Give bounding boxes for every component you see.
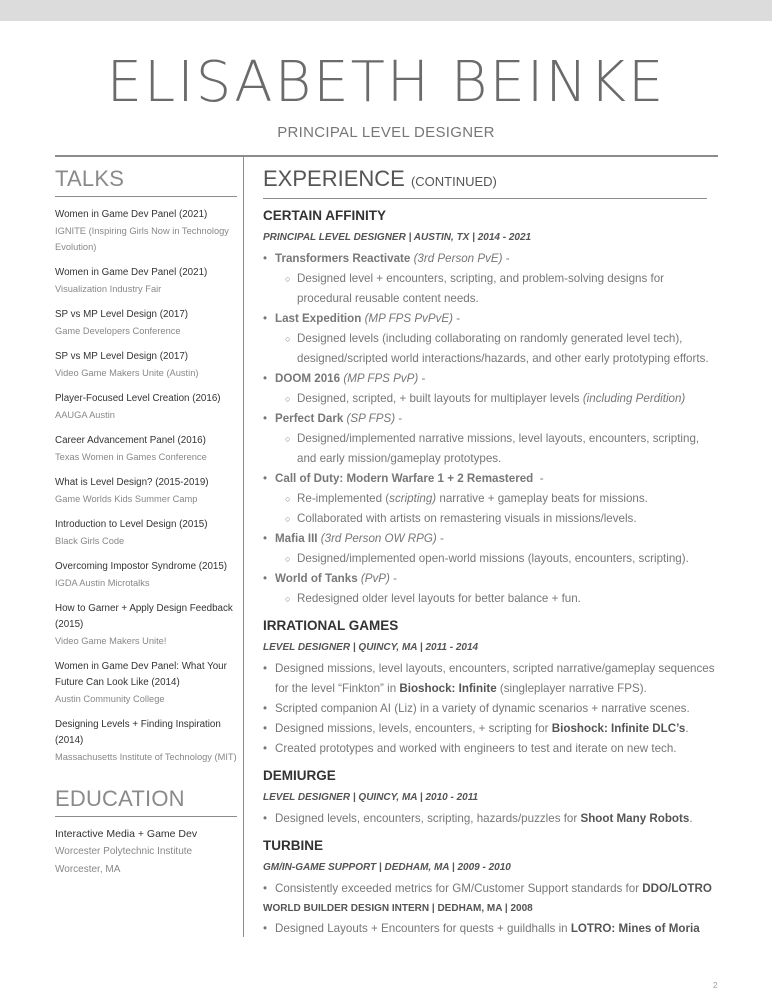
project-name: DOOM 2016 [275,372,341,385]
talk-title: Women in Game Dev Panel (2021) [55,209,208,220]
bullet-text: . [685,722,689,735]
company-demiurge: DEMIURGE [263,768,336,783]
talk-item [55,475,237,507]
talk-item [55,307,237,339]
header-divider [55,155,718,157]
talk-item [55,659,237,707]
bullet [263,879,718,899]
talk-title: Player-Focused Level Creation (2016) [55,393,221,404]
talk-title: Career Advancement Panel (2016) [55,435,206,446]
talk-item [55,717,237,765]
sub-bullet: ○ Redesigned older level layouts for better balance + fun. [263,589,718,609]
left-column [55,165,237,879]
sub-bullet: ○ Designed/implemented narrative missions, level layouts, encounters, scripting, and early mission/gameplay prototypes. [263,429,718,469]
talk-item [55,433,237,465]
talk-venue: Visualization Industry Fair [55,284,162,294]
resume-role: PRINCIPAL LEVEL DESIGNER [277,124,495,141]
project-bullet: • DOOM 2016 (MP FPS PvP) - [263,369,718,389]
talk-item [55,517,237,549]
sub-bullet-text: Designed, scripted, + built layouts for multiplayer levels [297,392,580,405]
project-type: (MP FPS PvP) [343,372,419,385]
resume-name: ELISABETH BEINKE [106,50,666,115]
column-divider [243,157,244,937]
talk-item [55,207,237,255]
talk-venue: Video Game Makers Unite! [55,636,167,646]
sub-bullet-text: narrative + gameplay beats for missions. [436,492,648,505]
bullet-text: Consistently exceeded metrics for GM/Customer Support standards for [275,882,643,895]
bullet-text: Designed Layouts + Encounters for quests + guildhalls in [275,922,571,935]
project-bullet: • Transformers Reactivate (3rd Person PvE) - [263,249,718,269]
project-bullet: • Perfect Dark (SP FPS) - [263,409,718,429]
position-line: GM/IN-GAME SUPPORT | DEDHAM, MA | 2009 - 2010 [263,862,511,873]
talk-item [55,559,237,591]
project-type: (3rd Person PvE) [413,252,503,265]
talk-venue: AAUGA Austin [55,410,115,420]
talk-title: Designing Levels + Finding Inspiration (2014) [55,719,221,746]
bullet-text: (singleplayer narrative FPS). [496,682,647,695]
sub-bullet-emphasis: scripting) [389,492,437,505]
position-line: PRINCIPAL LEVEL DESIGNER | AUSTIN, TX | 2014 - 2021 [263,232,532,243]
project-bullet: • Last Expedition (MP FPS PvPvE) - [263,309,718,329]
project-type: (MP FPS PvPvE) [364,312,454,325]
talk-title: SP vs MP Level Design (2017) [55,351,189,362]
project-name: Call of Duty: Modern Warfare 1 + 2 Remastered [275,472,534,485]
talk-title: Introduction to Level Design (2015) [55,519,208,530]
bullet: • Created prototypes and worked with engineers to test and iterate on new tech. [263,739,718,759]
bullet [263,919,718,939]
sub-bullet: ○ Designed levels (including collaborating on randomly generated level tech), designed/scripted world interactions/hazards, and other early prototyping efforts. [263,329,718,369]
sub-bullet-emphasis: (including Perdition) [582,392,686,405]
education-location: Worcester, MA [55,864,121,875]
talk-item [55,391,237,423]
sub-bullet: ○ Designed level + encounters, scripting, and problem-solving designs for procedural reusable content needs. [263,269,718,309]
talk-venue: Video Game Makers Unite (Austin) [55,368,199,378]
bullet-text: . [689,812,693,825]
bullet [263,719,718,739]
project-name: Perfect Dark [275,412,344,425]
sub-bullet: ○ Designed/implemented open-world missions (layouts, encounters, scripting). [263,549,718,569]
talks-list [55,207,237,765]
top-bar [0,0,772,21]
bullet-highlight: Shoot Many Robots [580,812,690,825]
company-certain-affinity: CERTAIN AFFINITY [263,208,386,223]
project-bullet: • World of Tanks (PvP) - [263,569,718,589]
project-name: Last Expedition [275,312,362,325]
talk-venue: Game Worlds Kids Summer Camp [55,494,198,504]
talk-venue: IGDA Austin Microtalks [55,578,150,588]
project-name: Transformers Reactivate [275,252,411,265]
talk-item [55,265,237,297]
talks-heading: TALKS [55,165,237,197]
company-irrational-games: IRRATIONAL GAMES [263,618,399,633]
project-bullet: • Call of Duty: Modern Warfare 1 + 2 Remastered - [263,469,718,489]
sub-bullet-text: Re-implemented ( [297,492,390,505]
talk-venue: Austin Community College [55,694,165,704]
project-type: (PvP) [360,572,390,585]
experience-heading [263,165,707,199]
talk-venue: Black Girls Code [55,536,125,546]
position-line: WORLD BUILDER DESIGN INTERN | DEDHAM, MA | 2008 [263,903,533,914]
company-turbine: TURBINE [263,838,323,853]
talk-title: SP vs MP Level Design (2017) [55,309,189,320]
position-line: LEVEL DESIGNER | QUINCY, MA | 2011 - 2014 [263,642,479,653]
education-section [55,785,237,879]
experience-heading-text: EXPERIENCE [263,166,405,191]
talk-title: How to Garner + Apply Design Feedback (2015) [55,603,233,630]
project-type: (3rd Person OW RPG) [320,532,437,545]
right-column [263,165,718,939]
position-line: LEVEL DESIGNER | QUINCY, MA | 2010 - 2011 [263,792,479,803]
sub-bullet [263,489,718,509]
project-type: (SP FPS) [346,412,396,425]
education-degree: Interactive Media + Game Dev [55,828,198,840]
bullet [263,809,718,829]
bullet: • Scripted companion AI (Liz) in a variety of dynamic scenarios + narrative scenes. [263,699,718,719]
sub-bullet [263,389,718,409]
talk-venue: Massachusetts Institute of Technology (MIT) [55,752,237,762]
talk-venue: Game Developers Conference [55,326,181,336]
bullet [263,659,718,699]
bullet-highlight: LOTRO: Mines of Moria [570,922,700,935]
bullet-text: Designed levels, encounters, scripting, hazards/puzzles for [275,812,581,825]
talk-title: Overcoming Impostor Syndrome (2015) [55,561,228,572]
bullet-text: Designed missions, level layouts, encounters, scripted narrative/gameplay sequences for the level “Finkton” in [275,662,715,695]
bullet-highlight: Bioshock: Infinite DLC’s [551,722,686,735]
talk-title: Women in Game Dev Panel (2021) [55,267,208,278]
project-bullet: • Mafia III (3rd Person OW RPG) - [263,529,718,549]
education-heading: EDUCATION [55,785,237,817]
bullet-text: Designed missions, levels, encounters, + scripting for [275,722,552,735]
sub-bullet: ○ Collaborated with artists on remastering visuals in missions/levels. [263,509,718,529]
talk-item [55,349,237,381]
talk-venue: IGNITE (Inspiring Girls Now in Technology Evolution) [55,226,229,252]
talk-item [55,601,237,649]
bullet-highlight: DDO/LOTRO [642,882,712,895]
talk-title: What is Level Design? (2015-2019) [55,477,209,488]
project-name: Mafia III [275,532,318,545]
bullet-highlight: Bioshock: Infinite [399,682,497,695]
project-name: World of Tanks [275,572,358,585]
page-number: 2 [713,981,718,990]
education-school: Worcester Polytechnic Institute [55,846,193,857]
talk-title: Women in Game Dev Panel: What Your Future Can Look Like (2014) [55,661,227,688]
experience-heading-suffix: (CONTINUED) [410,174,497,189]
talk-venue: Texas Women in Games Conference [55,452,207,462]
